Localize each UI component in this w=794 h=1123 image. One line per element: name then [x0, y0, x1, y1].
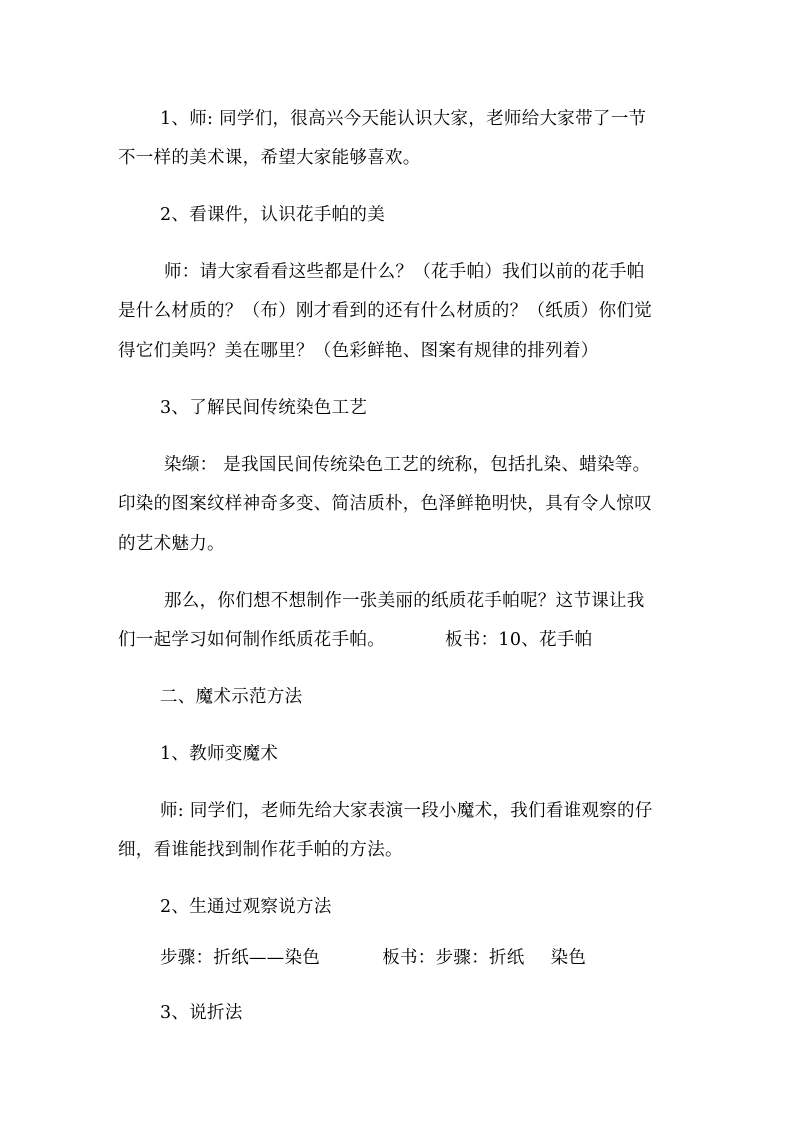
board-note-steps-end: 染色 — [550, 948, 587, 968]
heading-3-folk-dyeing: 3、了解民间传统染色工艺 — [160, 398, 368, 418]
paragraph-5-line-2: 印染的图案纹样神奇多变、简洁质朴，色泽鲜艳明快，具有令人惊叹 — [118, 494, 652, 514]
steps-line — [160, 947, 586, 969]
heading-teacher-magic: 1、教师变魔术 — [160, 744, 279, 764]
heading-folding-method: 3、说折法 — [160, 1003, 243, 1023]
paragraph-3-line-3: 得它们美吗？美在哪里？（色彩鲜艳、图案有规律的排列着） — [118, 341, 599, 361]
paragraph-5-line-1: 染缬： 是我国民间传统染色工艺的统称，包括扎染、蜡染等。 — [164, 455, 651, 475]
board-note-title: 板书：10、花手帕 — [445, 630, 593, 650]
paragraph-5-line-3: 的艺术魅力。 — [118, 534, 225, 554]
paragraph-1-line-2: 不一样的美术课，希望大家能够喜欢。 — [118, 148, 421, 168]
paragraph-1-line-1: 1、师: 同学们，很高兴今天能认识大家，老师给大家带了一节 — [160, 109, 647, 129]
paragraph-9-line-1: 师: 同学们，老师先给大家表演一段小魔术，我们看谁观察的仔 — [160, 801, 653, 821]
board-note-steps: 板书：步骤：折纸 — [382, 948, 525, 968]
paragraph-6-line-2-text: 们一起学习如何制作纸质花手帕。 — [118, 630, 385, 650]
paragraph-6-line-1: 那么，你们想不想制作一张美丽的纸质花手帕呢？这节课让我 — [164, 591, 645, 611]
paragraph-6-line-2 — [118, 629, 592, 651]
heading-section-2: 二、魔术示范方法 — [160, 687, 303, 707]
paragraph-9-line-2: 细，看谁能找到制作花手帕的方法。 — [118, 840, 403, 860]
heading-students-method: 2、生通过观察说方法 — [160, 897, 332, 917]
heading-2-view-courseware: 2、看课件，认识花手帕的美 — [160, 205, 386, 225]
steps-text: 步骤：折纸——染色 — [160, 948, 321, 968]
paragraph-3-line-1: 师：请大家看看这些都是什么？（花手帕）我们以前的花手帕 — [164, 262, 645, 282]
paragraph-3-line-2: 是什么材质的？（布）刚才看到的还有什么材质的？（纸质）你们觉 — [118, 301, 652, 321]
